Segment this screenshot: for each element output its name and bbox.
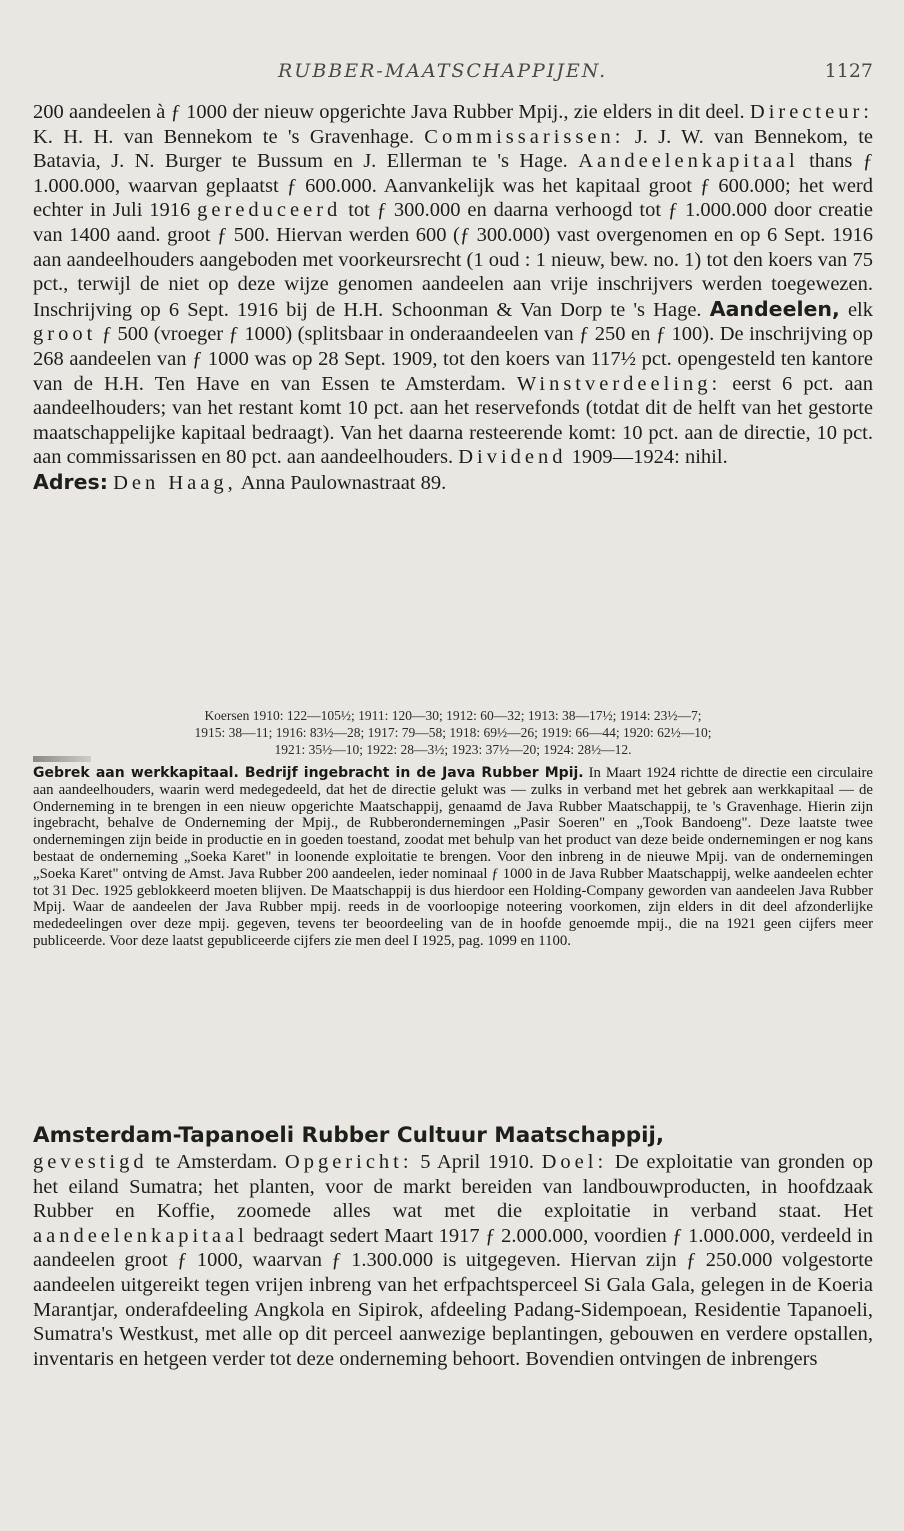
- gevestigd-label: gevestigd: [33, 1151, 148, 1173]
- entry-paragraph: [33, 1150, 873, 1371]
- aandeelenkapitaal-label: Aandeelenkapitaal: [578, 150, 799, 173]
- winstverdeeling-label: Winstverdeeling:: [516, 372, 722, 395]
- text-run: ƒ 500 (vroeger ƒ 1000) (splitsbaar in onderaandeelen van ƒ 250 en ƒ 100). De inschrijving op 268 aandeelen van ƒ 1000 was op 28 Sept. 1909, tot den koers van 117½ pct. opengesteld ten kantore van de H.H. Ten Have en van Essen te Amsterdam.: [33, 323, 873, 395]
- company-entry-text: [33, 100, 873, 496]
- text-run: tot ƒ 300.000 en daarna verhoogd tot ƒ 1.000.000 door creatie van 1400 aand. groot ƒ 500. Hiervan werden 600 (ƒ 300.000) vast overgenomen en op 6 Sept. 1916 aan aandeelhouders aangeboden met voorkeursrecht (1 oud : 1 nieuw, bew. no. 1) tot den koers van 75 pct., terwijl de niet op deze wijze genomen aandeelen aan vrije inschrijvers werden toegewezen. Inschrijving op 6 Sept. 1916 bij de H.H. Schoonman & Van Dorp te 's Hage.: [33, 199, 873, 321]
- text-run: thans ƒ 1.000.000, waarvan geplaatst ƒ 600.000. Aanvankelijk was het kapitaal groot ƒ 600.000; het werd echter in Juli 1916: [33, 150, 873, 222]
- text-run: 5 April 1910.: [412, 1151, 542, 1173]
- gereduceerd-label: gereduceerd: [197, 199, 342, 222]
- commissarissen-label: Commissarissen:: [424, 125, 625, 148]
- text-run: 1909—1924: nihil.: [566, 446, 728, 469]
- text-run: K. H. H. van Bennekom te 's Gravenhage.: [33, 125, 425, 148]
- entry-paragraph: [33, 100, 873, 470]
- koersen-line: 1915: 38—11; 1916: 83½—28; 1917: 79—58; 1918: 69½—26; 1919: 66—44; 1920: 62½—10;: [194, 725, 712, 740]
- adres-label: Adres:: [33, 469, 108, 494]
- print-smudge: [33, 756, 91, 762]
- werkkapitaal-heading: Gebrek aan werkkapitaal. Bedrijf ingebracht in de Java Rubber Mpij.: [33, 765, 584, 781]
- page-header: [33, 60, 873, 90]
- text-run: eerst 6 pct. aan aandeelhouders; van het restant komt 10 pct. aan het reservefonds (totdat dit de helft van het gestorte maatschappelijke kapitaal bedraagt). Van het daarna resteerende komt: 10 pct. aan de directie, 10 pct. aan commissarissen en 80 pct. aan aandeelhouders.: [33, 372, 873, 469]
- directeur-label: Directeur:: [749, 101, 873, 123]
- company-title: Amsterdam-Tapanoeli Rubber Cultuur Maatschappij,: [33, 1123, 665, 1148]
- adres-street: Anna Paulownastraat 89.: [240, 471, 447, 494]
- text-run: te Amsterdam.: [147, 1151, 285, 1173]
- text-run: bedraagt sedert Maart 1917 ƒ 2.000.000, voordien ƒ 1.000.000, verdeeld in aandeelen groot ƒ 1000, waarvan ƒ 1.300.000 is uitgegeven. Hiervan zijn ƒ 250.000 volgestorte aandeelen uitgereikt tegen vrijen inbreng van het erfpachtsperceel Si Gala Gala, gelegen in de Koeria Marantjar, onderafdeeling Angkola en Sipirok, afdeeling Padang-Sidempoean, Residentie Tapanoeli, Sumatra's Westkust, met alle op dit perceel aanwezige beplantingen, gebouwen en verdere opstallen, inventaris en hetgeen verder tot deze onderneming behoort. Bovendien ontvingen de inbrengers: [33, 1224, 873, 1370]
- text-run: elk: [839, 298, 873, 321]
- groot-label: groot: [33, 323, 97, 346]
- adres-line: [33, 470, 873, 496]
- werkkapitaal-section: [33, 765, 873, 950]
- aandeelen-label: Aandeelen,: [709, 296, 840, 321]
- werkkapitaal-text: In Maart 1924 richtte de directie een circulaire aan aandeelhouders, waarin werd medegedeeld, dat het de directie gelukt was — zulks in verband met het gebrek aan werkkapitaal — de Onderneming in te brengen in een nieuw opgerichte Maatschappij, genaamd de Java Rubber Maatschappij, te 's Gravenhage. Hierin zijn ingebracht, behalve de Onderneming der Mpij., de Rubberondernemingen „Pasir Soeren" en „Took Bandoeng". Deze laatste twee ondernemingen zijn beide in productie en in goeden toestand, zoodat met behulp van het product van deze beide ondernemingen er nog kans bestaat de onderneming „Soeka Karet" in loonende exploitatie te brengen. Voor den inbreng in de nieuwe Mpij. van de ondernemingen „Soeka Karet" ontving de Amst. Java Rubber 200 aandeelen, ieder nominaal ƒ 1000 in de Java Rubber Maatschappij, welke aandeelen echter tot 31 Dec. 1925 geblokkeerd moeten blijven. De Maatschappij is dus hierdoor een Holding-Company geworden van aandeelen Java Rubber Mpij. Waar de aandeelen der Java Rubber mpij. reeds in de voorloopige noteering voorkomen, zijn elders in dit deel afzonderlijke mededeelingen over deze mpij. gegeven, tevens ter beoordeeling van de in hoofde genoemde mpij., die na 1921 geen cijfers meer publiceerde. Voor deze laatst gepubliceerde cijfers zie men deel I 1925, pag. 1099 en 1100.: [33, 765, 874, 949]
- text-run: J. J. W. van Bennekom, te Batavia, J. N. Burger te Bussum en J. Ellerman te 's Hage.: [33, 125, 874, 173]
- company-entry-text-2: [33, 1150, 873, 1371]
- opgericht-label: Opgericht:: [284, 1151, 413, 1173]
- koersen-line: Koersen 1910: 122—105½; 1911: 120—30; 1912: 60—32; 1913: 38—17½; 1914: 23½—7;: [204, 708, 702, 723]
- running-title: RUBBER-MAATSCHAPPIJEN.: [278, 60, 608, 82]
- page-number: 1127: [824, 60, 873, 82]
- aandeelenkapitaal-label: aandeelenkapitaal: [33, 1224, 248, 1247]
- text-run: 200 aandeelen à ƒ 1000 der nieuw opgerichte Java Rubber Mpij., zie elders in dit deel.: [33, 101, 750, 123]
- dividend-label: Dividend: [458, 446, 567, 469]
- text-run: De exploitatie van gronden op het eiland Sumatra; het planten, voor de markt bereiden van landbouwproducten, in hoofdzaak Rubber en Koffie, zoomede alles wat met die exploitatie in verband staat. Het: [33, 1151, 873, 1223]
- adres-city: Den Haag,: [113, 471, 237, 494]
- koersen-block: [33, 707, 873, 758]
- doel-label: Doel:: [541, 1151, 608, 1173]
- koersen-line: 1921: 35½—10; 1922: 28—3½; 1923: 37½—20; 1924: 28½—12.: [274, 742, 632, 757]
